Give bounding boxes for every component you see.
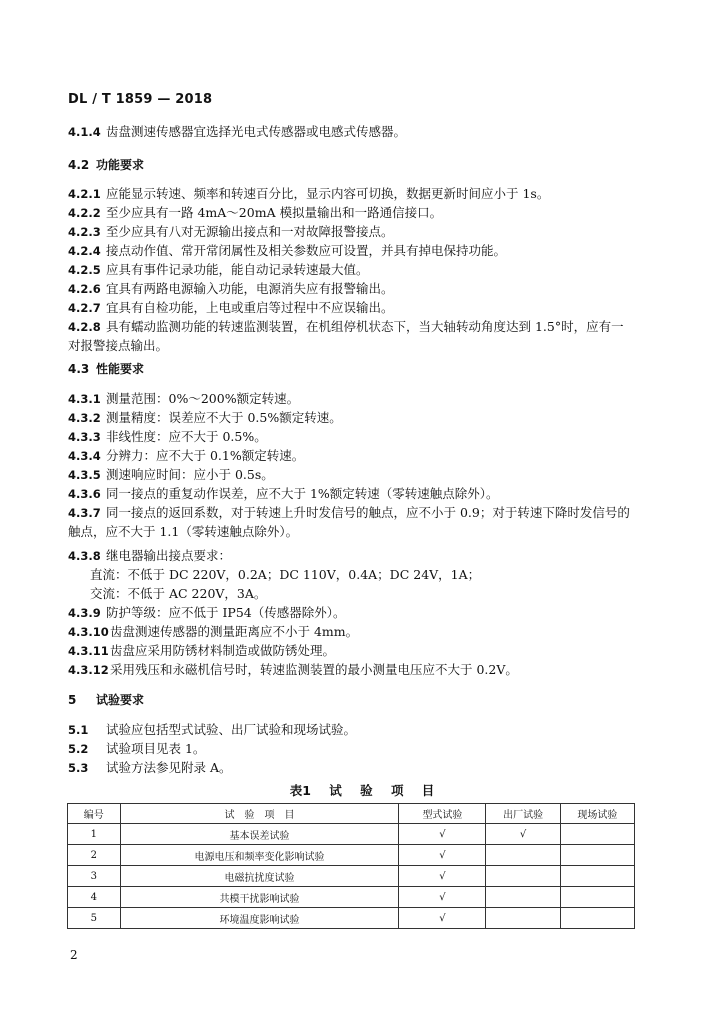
clause-item xyxy=(68,641,678,660)
clause-first-line xyxy=(68,408,678,427)
header-cell-item: 试 验 项 目 xyxy=(120,804,399,824)
clause-text: 同一接点的返回系数，对于转速上升时发信号的触点，应不小于 0.9；对于转速下降时发信号的 xyxy=(106,505,630,520)
clause-text: 试验应包括型式试验、出厂试验和现场试验。 xyxy=(106,722,357,737)
clause-item xyxy=(68,622,678,641)
clause-text: 应具有事件记录功能，能自动记录转速最大值。 xyxy=(106,262,369,277)
table-row xyxy=(68,908,635,929)
page-number: 2 xyxy=(70,948,78,962)
table-body xyxy=(68,824,635,929)
cell-number: 1 xyxy=(68,824,121,845)
clause-item xyxy=(68,503,678,541)
clause-text: 测量范围：0%～200%额定转速。 xyxy=(106,391,300,406)
clause-item xyxy=(68,279,678,298)
cell-item: 共模干扰影响试验 xyxy=(120,887,399,908)
section-number: 4.3 xyxy=(68,362,90,376)
table-row xyxy=(68,887,635,908)
clause-item xyxy=(68,184,678,203)
clause-item xyxy=(68,465,678,484)
section-title: 性能要求 xyxy=(96,362,145,376)
clause-first-line xyxy=(68,622,678,641)
clause-item xyxy=(68,317,678,355)
clause-number: 4.3.5 xyxy=(68,468,101,482)
document-header: DL / T 1859 — 2018 xyxy=(68,92,213,107)
clause-item xyxy=(68,389,678,408)
clause-item xyxy=(68,222,678,241)
clause-number: 4.3.12 xyxy=(68,663,109,677)
clause-item xyxy=(68,603,678,622)
clause-number: 4.2.8 xyxy=(68,320,101,334)
cell-factory-test xyxy=(486,845,560,866)
clause-text: 采用残压和永磁机信号时，转速监测装置的最小测量电压应不大于 0.2V。 xyxy=(110,662,518,677)
clause-text: 非线性度：应不大于 0.5%。 xyxy=(106,429,267,444)
clause-number: 4.3.4 xyxy=(68,449,101,463)
section-heading xyxy=(68,359,678,379)
clause-number: 4.3.8 xyxy=(68,549,101,563)
clause-number: 5.1 xyxy=(68,723,89,737)
table-title: 表1 试 验 项 目 xyxy=(289,783,435,798)
clause-first-line xyxy=(68,184,678,203)
clause-number: 4.2.5 xyxy=(68,263,101,277)
clause-first-line xyxy=(68,641,678,660)
cell-type-test: √ xyxy=(399,866,486,887)
clause-item xyxy=(68,546,678,603)
clause-text: 同一接点的重复动作误差，应不大于 1%额定转速（零转速触点除外）。 xyxy=(106,486,499,501)
clause-text: 试验项目见表 1。 xyxy=(106,741,206,756)
clause-number: 4.3.10 xyxy=(68,625,109,639)
table-row xyxy=(68,824,635,845)
clause-text: 继电器输出接点要求： xyxy=(106,548,232,563)
clause-sub-line: 直流：不低于 DC 220V，0.2A；DC 110V，0.4A；DC 24V，1A； xyxy=(90,567,481,582)
cell-site-test xyxy=(560,908,634,929)
clause-text: 至少应具有八对无源输出接点和一对故障报警接点。 xyxy=(106,224,394,239)
clause-item xyxy=(68,427,678,446)
clause-number: 4.3.11 xyxy=(68,644,109,658)
clause-item xyxy=(68,298,678,317)
clause-number: 4.3.9 xyxy=(68,606,101,620)
clause-first-line xyxy=(68,317,678,336)
clause-number: 4.3.2 xyxy=(68,411,101,425)
cell-factory-test xyxy=(486,908,560,929)
clause-item xyxy=(68,446,678,465)
cell-type-test: √ xyxy=(399,887,486,908)
cell-item: 电源电压和频率变化影响试验 xyxy=(120,845,399,866)
cell-site-test xyxy=(560,887,634,908)
clause-text: 接点动作值、常开常闭属性及相关参数应可设置，并具有掉电保持功能。 xyxy=(106,243,507,258)
table-header-row xyxy=(68,804,635,824)
clause-number: 4.2.6 xyxy=(68,282,101,296)
table-row xyxy=(68,845,635,866)
clause-first-line xyxy=(68,484,678,503)
clause-number: 4.2.1 xyxy=(68,187,101,201)
clause-item xyxy=(68,739,678,758)
cell-type-test: √ xyxy=(399,908,486,929)
clause-text: 分辨力：应不大于 0.1%额定转速。 xyxy=(106,448,305,463)
clause-first-line xyxy=(68,546,678,565)
clause-number: 4.3.7 xyxy=(68,506,101,520)
clause-first-line xyxy=(68,241,678,260)
header-cell-site-test: 现场试验 xyxy=(560,804,634,824)
clause-item xyxy=(68,660,678,679)
clause-item xyxy=(68,758,678,777)
clause-text: 宜具有自检功能，上电或重启等过程中不应误输出。 xyxy=(106,300,394,315)
cell-site-test xyxy=(560,866,634,887)
cell-number: 2 xyxy=(68,845,121,866)
clause-first-line xyxy=(68,503,678,522)
clause-number: 4.2.7 xyxy=(68,301,101,315)
clause-item xyxy=(68,241,678,260)
clause-first-line xyxy=(68,203,678,222)
section-heading xyxy=(68,690,678,710)
clause-number: 4.3.6 xyxy=(68,487,101,501)
clause-number: 4.1.4 xyxy=(68,125,101,139)
cell-item: 环境温度影响试验 xyxy=(120,908,399,929)
section-title: 功能要求 xyxy=(96,158,145,172)
clause-first-line xyxy=(68,758,678,777)
cell-factory-test xyxy=(486,887,560,908)
clause-item xyxy=(68,484,678,503)
cell-factory-test: √ xyxy=(486,824,560,845)
clause-text: 齿盘应采用防锈材料制造或做防锈处理。 xyxy=(110,643,336,658)
clause-text: 齿盘测速传感器的测量距离应不小于 4mm。 xyxy=(110,624,359,639)
clause-first-line xyxy=(68,389,678,408)
clause-text: 测速响应时间：应小于 0.5s。 xyxy=(106,467,274,482)
clause-continuation-line xyxy=(68,522,678,541)
section-number: 4.2 xyxy=(68,158,90,172)
clause-first-line xyxy=(68,465,678,484)
clause-text: 宜具有两路电源输入功能，电源消失应有报警输出。 xyxy=(106,281,394,296)
clause-first-line xyxy=(68,720,678,739)
clause-first-line xyxy=(68,446,678,465)
cell-factory-test xyxy=(486,866,560,887)
cell-item: 基本误差试验 xyxy=(120,824,399,845)
clause-first-line xyxy=(68,603,678,622)
section-title: 试验要求 xyxy=(96,693,145,707)
clause-number: 5.3 xyxy=(68,761,89,775)
cell-site-test xyxy=(560,824,634,845)
clause-continuation-line xyxy=(68,336,678,355)
cell-number: 5 xyxy=(68,908,121,929)
header-cell-factory-test: 出厂试验 xyxy=(486,804,560,824)
clause-first-line xyxy=(68,260,678,279)
test-items-table xyxy=(67,803,635,929)
clause-first-line xyxy=(68,222,678,241)
clause-first-line xyxy=(68,122,678,141)
clause-item xyxy=(68,122,678,141)
clause-number: 5.2 xyxy=(68,742,89,756)
cell-number: 4 xyxy=(68,887,121,908)
table-row xyxy=(68,866,635,887)
clause-sub-line: 交流：不低于 AC 220V，3A。 xyxy=(90,586,267,601)
clause-number: 4.2.4 xyxy=(68,244,101,258)
clause-item xyxy=(68,203,678,222)
cell-type-test: √ xyxy=(399,824,486,845)
cell-number: 3 xyxy=(68,866,121,887)
clause-first-line xyxy=(68,427,678,446)
clause-first-line xyxy=(68,298,678,317)
clause-item xyxy=(68,408,678,427)
clause-text: 至少应具有一路 4mA～20mA 模拟量输出和一路通信接口。 xyxy=(106,205,443,220)
section-heading xyxy=(68,155,678,175)
header-cell-type-test: 型式试验 xyxy=(399,804,486,824)
clause-text: 对报警接点输出。 xyxy=(68,338,169,353)
clause-text: 具有蠕动监测功能的转速监测装置，在机组停机状态下，当大轴转动角度达到 1.5°时，应有一 xyxy=(106,319,624,334)
clause-item xyxy=(68,720,678,739)
clause-first-line xyxy=(68,739,678,758)
clause-first-line xyxy=(68,660,678,679)
clause-number: 4.2.3 xyxy=(68,225,101,239)
section-number: 5 xyxy=(68,693,77,707)
clause-text: 齿盘测速传感器宜选择光电式传感器或电感式传感器。 xyxy=(106,124,407,139)
clause-number: 4.3.1 xyxy=(68,392,101,406)
cell-site-test xyxy=(560,845,634,866)
clause-text: 触点，应不大于 1.1（零转速触点除外）。 xyxy=(68,524,299,539)
clause-text: 测量精度：误差应不大于 0.5%额定转速。 xyxy=(106,410,342,425)
clause-text: 防护等级：应不低于 IP54（传感器除外）。 xyxy=(106,605,346,620)
clause-text: 试验方法参见附录 A。 xyxy=(106,760,232,775)
clause-number: 4.2.2 xyxy=(68,206,101,220)
clause-first-line xyxy=(68,279,678,298)
clause-text: 应能显示转速、频率和转速百分比，显示内容可切换，数据更新时间应小于 1s。 xyxy=(106,186,550,201)
cell-item: 电磁抗扰度试验 xyxy=(120,866,399,887)
clause-item xyxy=(68,260,678,279)
header-cell-number: 编号 xyxy=(68,804,121,824)
clause-number: 4.3.3 xyxy=(68,430,101,444)
cell-type-test: √ xyxy=(399,845,486,866)
